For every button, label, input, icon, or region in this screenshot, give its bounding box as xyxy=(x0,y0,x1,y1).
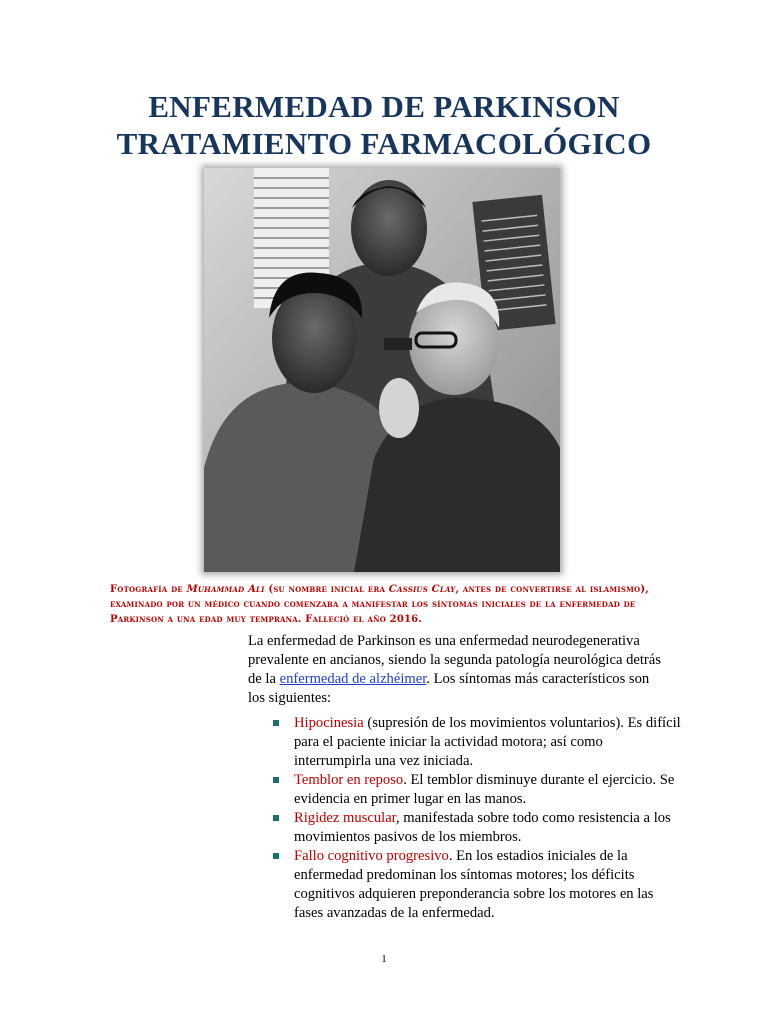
page-number: 1 xyxy=(381,953,387,965)
caption-text-3: , antes de convertirse al islamismo), examinado por un médico cuando comenzaba a manifestar los síntomas iniciales de la enfermedad de Parkinson a una edad muy temprana. Falleció el año 2016. xyxy=(110,584,649,625)
bullet-square-icon xyxy=(273,853,279,859)
list-item xyxy=(272,714,682,771)
title-line-1: ENFERMEDAD DE PARKINSON xyxy=(148,89,620,124)
caption-name: Muhammad Ali xyxy=(186,584,265,595)
alzheimer-link[interactable]: enfermedad de alzhéimer xyxy=(279,671,427,687)
symptom-term: Temblor en reposo xyxy=(294,772,404,788)
symptom-term: Fallo cognitivo progresivo xyxy=(294,848,449,864)
photo-muhammad-ali-exam xyxy=(204,168,560,572)
caption-birth-name: Cassius Clay xyxy=(388,584,456,595)
symptom-term: Rigidez muscular xyxy=(294,810,396,826)
bullet-square-icon xyxy=(273,777,279,783)
list-item xyxy=(272,847,682,923)
page-title xyxy=(0,88,768,162)
bullet-square-icon xyxy=(273,815,279,821)
symptom-description: , manifestada sobre todo como resistencia a los movimientos pasivos de los miembros. xyxy=(294,810,671,845)
list-item xyxy=(272,809,682,847)
intro-paragraph xyxy=(248,632,668,708)
title-line-2: TRATAMIENTO FARMACOLÓGICO xyxy=(116,126,652,161)
intro-text-2: . Los síntomas más característicos son los siguientes: xyxy=(248,671,650,706)
photo-caption xyxy=(110,582,658,627)
intro-text-1: La enfermedad de Parkinson es una enfermedad neurodegenerativa prevalente en ancianos, siendo la segunda patología neurológica detrás de la xyxy=(248,633,661,687)
caption-text-2: (su nombre inicial era xyxy=(264,584,389,595)
symptom-description: . En los estadios iniciales de la enfermedad predominan los síntomas motores; los déficits cognitivos adquieren preponderancia sobre los motores en las fases avanzadas de la enfermedad. xyxy=(294,848,654,921)
symptom-description: (supresión de los movimientos voluntarios). Es difícil para el paciente iniciar la actividad motora; así como interrumpirla una vez iniciada. xyxy=(294,715,681,769)
symptom-description: . El temblor disminuye durante el ejercicio. Se evidencia en primer lugar en las manos. xyxy=(294,772,675,807)
symptoms-list xyxy=(272,714,682,923)
list-item xyxy=(272,771,682,809)
bullet-square-icon xyxy=(273,720,279,726)
symptom-term: Hipocinesia xyxy=(294,715,364,731)
caption-text-1: Fotografía de xyxy=(110,584,187,595)
